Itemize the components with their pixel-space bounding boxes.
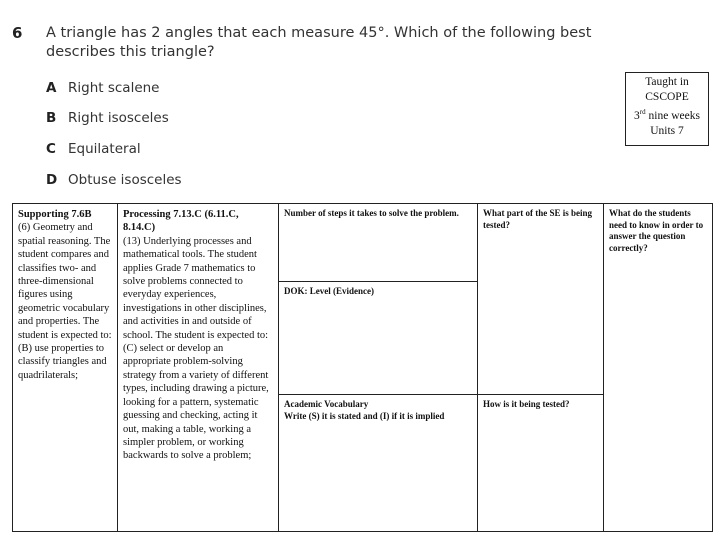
choice-text: Obtuse isosceles [68,172,182,188]
how-tested-cell [478,395,604,532]
taught-line-3-sup: rd [639,108,646,116]
taught-line-3-num: 3 [634,109,640,122]
choice-text: Right scalene [68,80,160,96]
need-to-know-cell [604,204,713,532]
taught-line-3 [626,105,708,124]
choice-letter: B [46,110,57,126]
processing-heading: Processing 7.13.C (6.11.C, 8.14.C) [123,209,239,234]
question-text: A triangle has 2 angles that each measure 45°. Which of the following best describes this triangle? [46,25,592,60]
supporting-heading: Supporting 7.6B [18,209,92,220]
choice-b[interactable] [46,110,169,126]
steps-label: Number of steps it takes to solve the problem. [284,208,459,218]
se-part-label: What part of the SE is being tested? [483,208,593,230]
choice-text: Equilateral [68,141,141,157]
taught-line-2: CSCOPE [645,91,689,103]
need-to-know-label: What do the students need to know in order to answer the question correctly? [609,208,704,253]
taught-line-4: Units 7 [650,124,684,137]
standards-table [12,203,713,532]
taught-line-1: Taught in [645,76,689,88]
vocabulary-cell [279,395,478,532]
supporting-body: (6) Geometry and spatial reasoning. The student compares and classifies two- and three-dimensional figures using geometric vocabulary and properties. The student is expected to: [18,222,112,341]
taught-in-box [625,72,709,146]
vocabulary-instructions: Write (S) it is stated and (I) if it is implied [284,410,445,421]
supporting-standard-cell [13,204,118,532]
steps-cell [279,204,478,282]
how-tested-label: How is it being tested? [483,399,570,409]
choice-d[interactable] [46,172,182,188]
processing-standard-cell [118,204,279,532]
choice-a[interactable] [46,80,160,96]
choice-letter: D [46,172,58,188]
choice-text: Right isosceles [68,110,169,126]
dok-label: DOK: Level (Evidence) [284,286,374,296]
processing-body: (13) Underlying processes and mathematical tools. The student applies Grade 7 mathematics to solve problems connected to everyday experiences, investigations in other disciplines, and activities in and outside of school. The student is expected to: [123,235,269,341]
choice-c[interactable] [46,141,141,157]
choice-letter: C [46,141,56,157]
supporting-expectation: (B) use properties to classify triangles and quadrilaterals; [18,343,107,381]
taught-line-3-rest: nine weeks [645,109,700,122]
vocabulary-label: Academic Vocabulary [284,399,369,409]
se-part-cell [478,204,604,395]
dok-cell [279,282,478,395]
processing-expectation: (C) select or develop an appropriate problem-solving strategy from a variety of different types, including drawing a picture, looking for a pattern, systematic guessing and checking, acting it out, making a table, working a simpler problem, or working backwards to solve a problem; [123,343,269,462]
choice-letter: A [46,80,57,96]
question-number: 6 [12,24,23,42]
